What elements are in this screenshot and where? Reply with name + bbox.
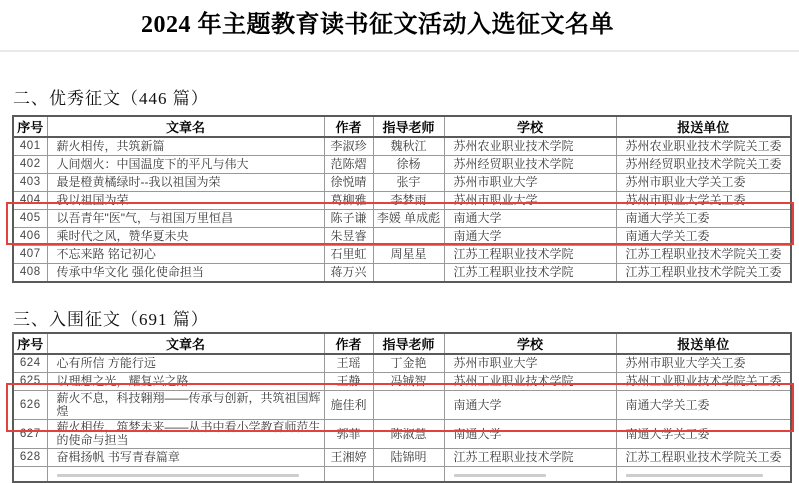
clipped-text-smudge <box>57 474 300 477</box>
cell-author: 王静 <box>324 373 373 391</box>
table-row <box>13 137 791 156</box>
cell-unit: 南通大学关工委 <box>616 210 791 228</box>
table-row <box>13 264 791 283</box>
cell-teacher <box>373 264 444 283</box>
column-header-teacher: 指导老师 <box>373 333 444 354</box>
cell-school: 南通大学 <box>444 420 616 449</box>
cell-school: 苏州工业职业技术学院 <box>444 373 616 391</box>
cell-title: 奋楫扬帆 书写青春篇章 <box>47 449 324 467</box>
excellent-essays-table <box>12 115 792 283</box>
table-row <box>13 420 791 449</box>
table-row <box>13 373 791 391</box>
cell-author: 范陈熠 <box>324 156 373 174</box>
cell-unit: 苏州市职业大学关工委 <box>616 354 791 373</box>
cell-teacher: 李梦雨 <box>373 192 444 210</box>
column-header-author: 作者 <box>324 116 373 137</box>
cell-no: 402 <box>13 156 47 174</box>
cell-teacher: 陈淑慧 <box>373 420 444 449</box>
cell-teacher: 魏秋江 <box>373 137 444 156</box>
cell-title: 薪火相传，筑梦未来——从书中看小学教育师范生的使命与担当 <box>47 420 324 449</box>
column-header-school: 学校 <box>444 333 616 354</box>
cell-unit: 苏州经贸职业技术学院关工委 <box>616 156 791 174</box>
cell-no: 625 <box>13 373 47 391</box>
page-title: 2024 年主题教育读书征文活动入选征文名单 <box>141 12 614 38</box>
title-divider <box>0 50 799 52</box>
clipped-text-smudge <box>454 474 546 477</box>
table-row <box>13 354 791 373</box>
cell-unit: 南通大学关工委 <box>616 391 791 420</box>
table-row <box>13 210 791 228</box>
cell-author: 王瑶 <box>324 354 373 373</box>
cell-no: 405 <box>13 210 47 228</box>
cell-school: 江苏工程职业技术学院 <box>444 449 616 467</box>
cell-no: 408 <box>13 264 47 283</box>
table-row <box>13 391 791 420</box>
column-header-no: 序号 <box>13 116 47 137</box>
cell-no: 404 <box>13 192 47 210</box>
column-header-title: 文章名 <box>47 116 324 137</box>
partial-clipped-row <box>13 467 791 483</box>
cell-unit: 南通大学关工委 <box>616 228 791 246</box>
cell-teacher <box>373 391 444 420</box>
cell-author: 石里虹 <box>324 246 373 264</box>
column-header-title: 文章名 <box>47 333 324 354</box>
table-row <box>13 228 791 246</box>
cell-teacher: 陆锦明 <box>373 449 444 467</box>
cell-teacher: 李媛 单成彪 <box>373 210 444 228</box>
cell-school: 苏州市职业大学 <box>444 354 616 373</box>
cell-school: 苏州市职业大学 <box>444 192 616 210</box>
cell-school: 江苏工程职业技术学院 <box>444 246 616 264</box>
cell-teacher <box>373 228 444 246</box>
cell-no: 403 <box>13 174 47 192</box>
cell-unit: 江苏工程职业技术学院关工委 <box>616 264 791 283</box>
cell-title: 乘时代之风，赞华夏未央 <box>47 228 324 246</box>
column-header-unit: 报送单位 <box>616 333 791 354</box>
column-header-author: 作者 <box>324 333 373 354</box>
cell-no: 628 <box>13 449 47 467</box>
cell-author: 施佳利 <box>324 391 373 420</box>
cell-title: 传承中华文化 强化使命担当 <box>47 264 324 283</box>
cell-school: 南通大学 <box>444 210 616 228</box>
cell-author: 陈子谦 <box>324 210 373 228</box>
cell-school: 南通大学 <box>444 391 616 420</box>
cell-no: 627 <box>13 420 47 449</box>
cell-teacher: 冯铖智 <box>373 373 444 391</box>
section-heading-shortlist: 三、入围征文（691 篇） <box>13 310 209 329</box>
column-header-no: 序号 <box>13 333 47 354</box>
cell-title: 心有所信 方能行远 <box>47 354 324 373</box>
table-row <box>13 156 791 174</box>
table-header-row <box>13 333 791 354</box>
cell-unit: 江苏工程职业技术学院关工委 <box>616 449 791 467</box>
cell-unit: 苏州工业职业技术学院关工委 <box>616 373 791 391</box>
cell-teacher: 周星星 <box>373 246 444 264</box>
cell-title: 薪火不息，科技翱翔——传承与创新，共筑祖国辉煌 <box>47 391 324 420</box>
cell-title: 最是橙黄橘绿时--我以祖国为荣 <box>47 174 324 192</box>
table-header-row <box>13 116 791 137</box>
table-row <box>13 246 791 264</box>
cell-unit: 苏州农业职业技术学院关工委 <box>616 137 791 156</box>
cell-school: 苏州市职业大学 <box>444 174 616 192</box>
cell-title: 以理想之光，耀复兴之路 <box>47 373 324 391</box>
table-row <box>13 174 791 192</box>
column-header-school: 学校 <box>444 116 616 137</box>
cell-title: 以吾青年"医"气，与祖国万里恒昌 <box>47 210 324 228</box>
table-row <box>13 192 791 210</box>
cell-teacher: 张宇 <box>373 174 444 192</box>
cell-unit: 苏州市职业大学关工委 <box>616 174 791 192</box>
cell-school: 南通大学 <box>444 228 616 246</box>
cell-school: 江苏工程职业技术学院 <box>444 264 616 283</box>
table-row <box>13 449 791 467</box>
cell-title: 人间烟火：中国温度下的平凡与伟大 <box>47 156 324 174</box>
cell-no: 401 <box>13 137 47 156</box>
section-heading-excellent: 二、优秀征文（446 篇） <box>13 89 209 108</box>
cell-unit: 南通大学关工委 <box>616 420 791 449</box>
cell-teacher: 徐杨 <box>373 156 444 174</box>
column-header-unit: 报送单位 <box>616 116 791 137</box>
cell-no: 406 <box>13 228 47 246</box>
cell-title: 我以祖国为荣 <box>47 192 324 210</box>
cell-author: 郭菲 <box>324 420 373 449</box>
cell-unit: 苏州市职业大学关工委 <box>616 192 791 210</box>
clipped-text-smudge <box>626 474 763 477</box>
cell-no: 407 <box>13 246 47 264</box>
cell-title: 薪火相传，共筑新篇 <box>47 137 324 156</box>
column-header-teacher: 指导老师 <box>373 116 444 137</box>
cell-title: 不忘来路 铭记初心 <box>47 246 324 264</box>
cell-school: 苏州经贸职业技术学院 <box>444 156 616 174</box>
shortlist-essays-table <box>12 332 792 483</box>
cell-unit: 江苏工程职业技术学院关工委 <box>616 246 791 264</box>
cell-no: 624 <box>13 354 47 373</box>
cell-school: 苏州农业职业技术学院 <box>444 137 616 156</box>
cell-no: 626 <box>13 391 47 420</box>
cell-author: 李淑珍 <box>324 137 373 156</box>
cell-author: 蒋万兴 <box>324 264 373 283</box>
cell-author: 王湘婷 <box>324 449 373 467</box>
cell-author: 徐悦晴 <box>324 174 373 192</box>
cell-author: 朱昱睿 <box>324 228 373 246</box>
cell-author: 葛柳雅 <box>324 192 373 210</box>
cell-teacher: 丁金艳 <box>373 354 444 373</box>
